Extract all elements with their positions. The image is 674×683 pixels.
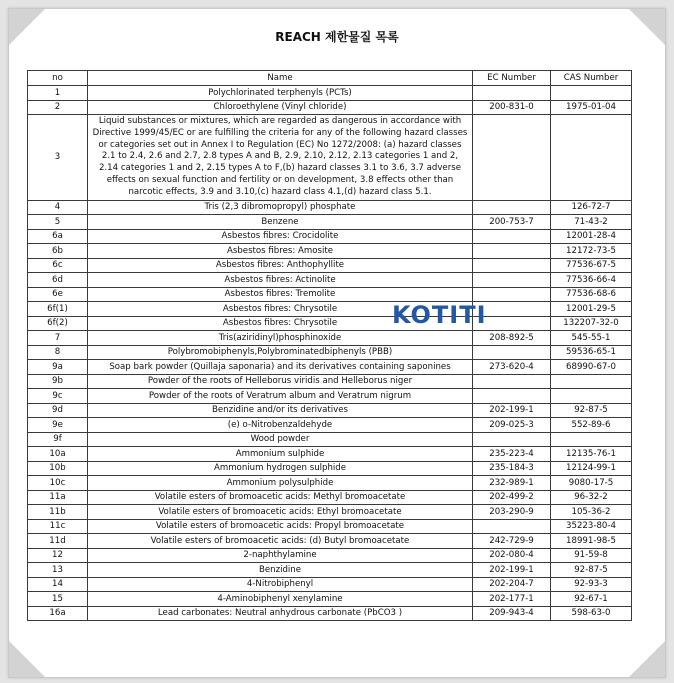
cell-no: 15 — [28, 592, 88, 607]
cell-name: 2-naphthylamine — [88, 548, 473, 563]
cell-cas-number: 77536-67-5 — [551, 258, 632, 273]
cell-name: Asbestos fibres: Anthophyllite — [88, 258, 473, 273]
cell-cas-number — [551, 432, 632, 447]
cell-ec-number — [473, 200, 551, 215]
cell-ec-number: 273-620-4 — [473, 360, 551, 375]
header-no: no — [28, 71, 88, 86]
cell-no: 6b — [28, 244, 88, 259]
cell-cas-number: 12124-99-1 — [551, 461, 632, 476]
cell-name: Asbestos fibres: Chrysotile — [88, 302, 473, 317]
cell-name: Volatile esters of bromoacetic acids: Methyl bromoacetate — [88, 490, 473, 505]
table-row — [28, 461, 632, 476]
cell-no: 8 — [28, 345, 88, 360]
table-row — [28, 316, 632, 331]
cell-ec-number — [473, 345, 551, 360]
cell-cas-number: 59536-65-1 — [551, 345, 632, 360]
cell-name: Ammonium hydrogen sulphide — [88, 461, 473, 476]
table-row — [28, 215, 632, 230]
header-ec-number: EC Number — [473, 71, 551, 86]
table-row — [28, 548, 632, 563]
cell-name: Volatile esters of bromoacetic acids: (d) Butyl bromoacetate — [88, 534, 473, 549]
table-row — [28, 519, 632, 534]
cell-ec-number: 242-729-9 — [473, 534, 551, 549]
cell-no: 14 — [28, 577, 88, 592]
cell-cas-number: 126-72-7 — [551, 200, 632, 215]
cell-ec-number: 202-204-7 — [473, 577, 551, 592]
table-row — [28, 418, 632, 433]
cell-ec-number: 200-831-0 — [473, 100, 551, 115]
reach-restricted-substances-table — [27, 70, 632, 621]
cell-name: Asbestos fibres: Actinolite — [88, 273, 473, 288]
cell-cas-number: 77536-68-6 — [551, 287, 632, 302]
cell-cas-number: 105-36-2 — [551, 505, 632, 520]
table-row — [28, 229, 632, 244]
cell-ec-number: 235-223-4 — [473, 447, 551, 462]
table-row — [28, 577, 632, 592]
cell-ec-number: 202-199-1 — [473, 403, 551, 418]
cell-no: 6f(1) — [28, 302, 88, 317]
table-row — [28, 389, 632, 404]
table-row — [28, 476, 632, 491]
cell-cas-number: 545-55-1 — [551, 331, 632, 346]
cell-ec-number: 202-499-2 — [473, 490, 551, 505]
table-body — [28, 86, 632, 621]
cell-ec-number: 232-989-1 — [473, 476, 551, 491]
cell-cas-number — [551, 374, 632, 389]
cell-name: Volatile esters of bromoacetic acids: Ethyl bromoacetate — [88, 505, 473, 520]
cell-name: Volatile esters of bromoacetic acids: Propyl bromoacetate — [88, 519, 473, 534]
cell-no: 12 — [28, 548, 88, 563]
cell-no: 13 — [28, 563, 88, 578]
cell-cas-number — [551, 389, 632, 404]
cell-no: 3 — [28, 115, 88, 201]
cell-cas-number: 18991-98-5 — [551, 534, 632, 549]
cell-ec-number: 202-199-1 — [473, 563, 551, 578]
cell-name: Wood powder — [88, 432, 473, 447]
cell-no: 9f — [28, 432, 88, 447]
table-row — [28, 447, 632, 462]
cell-cas-number: 68990-67-0 — [551, 360, 632, 375]
cell-cas-number: 1975-01-04 — [551, 100, 632, 115]
cell-ec-number: 209-943-4 — [473, 606, 551, 621]
cell-cas-number: 77536-66-4 — [551, 273, 632, 288]
page-corner-bottom-left — [9, 641, 45, 677]
table-row — [28, 592, 632, 607]
cell-no: 1 — [28, 86, 88, 101]
cell-cas-number: 96-32-2 — [551, 490, 632, 505]
cell-name: Polychlorinated terphenyls (PCTs) — [88, 86, 473, 101]
cell-cas-number: 598-63-0 — [551, 606, 632, 621]
cell-cas-number: 552-89-6 — [551, 418, 632, 433]
cell-cas-number: 9080-17-5 — [551, 476, 632, 491]
cell-no: 9c — [28, 389, 88, 404]
table-row — [28, 563, 632, 578]
cell-no: 11c — [28, 519, 88, 534]
cell-cas-number: 71-43-2 — [551, 215, 632, 230]
cell-ec-number: 203-290-9 — [473, 505, 551, 520]
table-row — [28, 345, 632, 360]
cell-no: 16a — [28, 606, 88, 621]
cell-name: Polybromobiphenyls,Polybrominatedbiphenyls (PBB) — [88, 345, 473, 360]
table-row — [28, 273, 632, 288]
cell-name: 4-Nitrobiphenyl — [88, 577, 473, 592]
table-row — [28, 606, 632, 621]
cell-name: Asbestos fibres: Crocidolite — [88, 229, 473, 244]
cell-name: Asbestos fibres: Tremolite — [88, 287, 473, 302]
table-row — [28, 374, 632, 389]
cell-ec-number — [473, 229, 551, 244]
table-row — [28, 403, 632, 418]
cell-no: 6f(2) — [28, 316, 88, 331]
table-row — [28, 86, 632, 101]
cell-name: Chloroethylene (Vinyl chloride) — [88, 100, 473, 115]
cell-name: 4-Aminobiphenyl xenylamine — [88, 592, 473, 607]
document-title: REACH 제한물질 목록 — [275, 30, 399, 44]
cell-no: 11d — [28, 534, 88, 549]
cell-cas-number: 12001-28-4 — [551, 229, 632, 244]
cell-no: 9a — [28, 360, 88, 375]
cell-no: 10b — [28, 461, 88, 476]
cell-no: 6c — [28, 258, 88, 273]
cell-cas-number: 12135-76-1 — [551, 447, 632, 462]
cell-name: Liquid substances or mixtures, which are regarded as dangerous in accordance with Directive 1999/45/EC or are fulfilling the criteria for any of the following hazard classes or categories set out in Annex I to Regulation (EC) No 1272/2008: (a) hazard classes 2.1 to 2.4, 2.6 and 2.7, 2.8 types A and B, 2.9, 2.10, 2.12, 2.13 categories 1 and 2, 2.14 categories 1 and 2, 2.15 types A to F,(b) hazard classes 3.1 to 3.6, 3.7 adverse effects on sexual function and fertility or on development, 3.8 effects other than narcotic effects, 3.9 and 3.10,(c) hazard class 4.1,(d) hazard class 5.1. — [88, 115, 473, 201]
cell-no: 5 — [28, 215, 88, 230]
cell-cas-number: 92-93-3 — [551, 577, 632, 592]
cell-cas-number: 35223-80-4 — [551, 519, 632, 534]
cell-no: 11a — [28, 490, 88, 505]
cell-no: 9e — [28, 418, 88, 433]
table-row — [28, 244, 632, 259]
cell-name: Powder of the roots of Helleborus viridis and Helleborus niger — [88, 374, 473, 389]
cell-ec-number — [473, 273, 551, 288]
cell-cas-number — [551, 86, 632, 101]
table-header-row — [28, 71, 632, 86]
cell-name: Ammonium polysulphide — [88, 476, 473, 491]
cell-ec-number — [473, 389, 551, 404]
cell-name: Ammonium sulphide — [88, 447, 473, 462]
table-row — [28, 331, 632, 346]
table-row — [28, 534, 632, 549]
cell-ec-number: 200-753-7 — [473, 215, 551, 230]
table-row — [28, 287, 632, 302]
cell-name: Powder of the roots of Veratrum album and Veratrum nigrum — [88, 389, 473, 404]
table-row — [28, 100, 632, 115]
cell-no: 10c — [28, 476, 88, 491]
cell-name: (e) o-Nitrobenzaldehyde — [88, 418, 473, 433]
cell-ec-number — [473, 287, 551, 302]
table-row — [28, 432, 632, 447]
cell-ec-number: 202-177-1 — [473, 592, 551, 607]
cell-cas-number — [551, 115, 632, 201]
cell-name: Lead carbonates: Neutral anhydrous carbonate (PbCO3 ) — [88, 606, 473, 621]
cell-ec-number: 208-892-5 — [473, 331, 551, 346]
cell-no: 7 — [28, 331, 88, 346]
cell-no: 9b — [28, 374, 88, 389]
cell-no: 10a — [28, 447, 88, 462]
cell-name: Benzidine and/or its derivatives — [88, 403, 473, 418]
cell-cas-number: 91-59-8 — [551, 548, 632, 563]
cell-ec-number: 235-184-3 — [473, 461, 551, 476]
table-row — [28, 302, 632, 317]
cell-cas-number: 92-67-1 — [551, 592, 632, 607]
table-row — [28, 115, 632, 201]
cell-no: 2 — [28, 100, 88, 115]
cell-ec-number: 209-025-3 — [473, 418, 551, 433]
cell-no: 11b — [28, 505, 88, 520]
table-row — [28, 505, 632, 520]
cell-ec-number — [473, 115, 551, 201]
cell-ec-number — [473, 374, 551, 389]
cell-name: Asbestos fibres: Amosite — [88, 244, 473, 259]
table-row — [28, 200, 632, 215]
header-name: Name — [88, 71, 473, 86]
cell-no: 9d — [28, 403, 88, 418]
page-corner-bottom-right — [629, 641, 665, 677]
cell-ec-number — [473, 432, 551, 447]
cell-name: Tris (2,3 dibromopropyl) phosphate — [88, 200, 473, 215]
cell-no: 6d — [28, 273, 88, 288]
cell-no: 6e — [28, 287, 88, 302]
cell-name: Benzene — [88, 215, 473, 230]
cell-ec-number — [473, 86, 551, 101]
cell-ec-number — [473, 258, 551, 273]
cell-cas-number: 132207-32-0 — [551, 316, 632, 331]
table-row — [28, 490, 632, 505]
cell-no: 4 — [28, 200, 88, 215]
cell-name: Tris(aziridinyl)phosphinoxide — [88, 331, 473, 346]
cell-cas-number: 12172-73-5 — [551, 244, 632, 259]
cell-cas-number: 12001-29-5 — [551, 302, 632, 317]
cell-name: Asbestos fibres: Chrysotile — [88, 316, 473, 331]
kotiti-watermark-logo: KOTITI — [392, 301, 487, 329]
table-row — [28, 258, 632, 273]
table-row — [28, 360, 632, 375]
cell-no: 6a — [28, 229, 88, 244]
cell-cas-number: 92-87-5 — [551, 563, 632, 578]
cell-name: Benzidine — [88, 563, 473, 578]
cell-ec-number — [473, 519, 551, 534]
cell-ec-number: 202-080-4 — [473, 548, 551, 563]
cell-ec-number — [473, 244, 551, 259]
header-cas-number: CAS Number — [551, 71, 632, 86]
cell-name: Soap bark powder (Quillaja saponaria) and its derivatives containing saponines — [88, 360, 473, 375]
cell-cas-number: 92-87-5 — [551, 403, 632, 418]
